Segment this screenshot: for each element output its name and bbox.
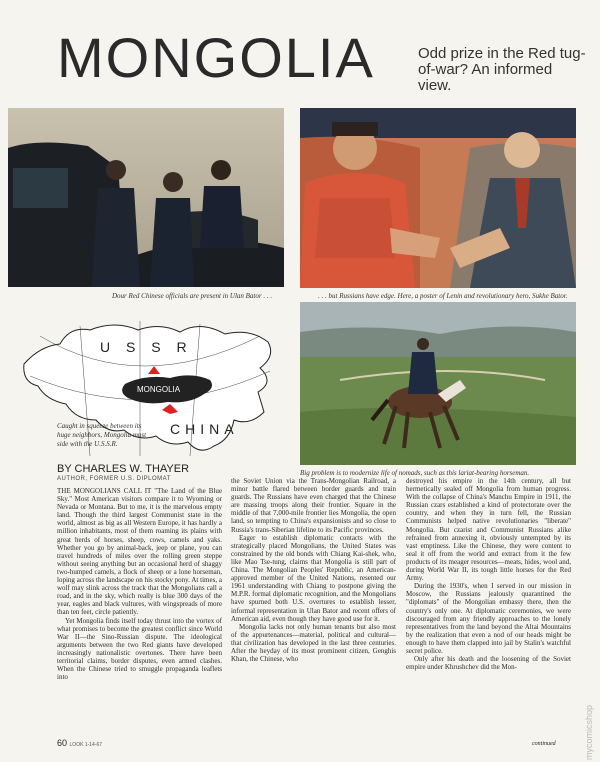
paragraph: the Soviet Union via the Trans-Mongolian Railroad, a minor battle flared between border guards and train guards. The Russians have even charged that the Chinese are massing troops along their frontier. Square in the middle of that 7,000-mile frontier lies Mongolia, the open land, so tempting to China's expansionists and so close to Russia's trans-Siberian lifeline to its Pacific provinces. bbox=[231, 477, 396, 534]
caption-photo-2: . . . but Russians have edge. Here, a poster of Lenin and revolutionary hero, Sukhe Bator. bbox=[318, 292, 568, 300]
paragraph: Only after his death and the loosening of the Soviet empire under Khrushchev did the Mon- bbox=[406, 655, 571, 672]
paragraph: destroyed his empire in the 14th century, all but hermetically sealed off Mongolia from human progress. With the collapse of China's Manchu Empire in 1911, the Russian czars established a kind of protectorate over the country, and when they in turn fell, the Russian Communists helped native revolutionaries "liberate" Mongolia. But czarist and Communist Russians alike refrained from annexing it, obviously untempted by its vast emptiness. Like the Chinese, they were content to seal it off from the world and extract from it the few products of its meager resources—meats, hides, wool and, during World War II, its tough little horses for the Red Army. bbox=[406, 477, 571, 583]
paragraph: Eager to establish diplomatic contacts with the strategically placed Mongolians, the United States was constrained by the old bonds with Chiang Kai-shek, who, like Mao Tse-tung, claims that Mongolia is still part of China. The Mongolian Peoples' Republic, an American-approved member of the United Nations, resented our 1961 understanding with Chiang to postpone giving the M.P.R. formal diplomatic recognition, and the Mongolians have spurned both U.S. overtures to establish lesser, informal representation in Ulan Bator and recent offers of American aid, even though they have good use for it. bbox=[231, 533, 396, 623]
map-label-mongolia: MONGOLIA bbox=[137, 385, 181, 394]
caption-photo-3: Big problem is to modernize life of nomads, such as this lariat-bearing horseman. bbox=[300, 469, 530, 477]
paragraph: During the 1930's, when I served in our mission in Moscow, the Russians jealously quarantined the "diplomats" of the Mongolian embassy there, then the country's only one. At diplomatic ceremonies, we were discouraged from any friendly approaches to the lonely representatives from the land beyond the Altai Mountains by the realization that even a nod of our heads might be enough to have them clapped into jail by Stalin's watchful secret police. bbox=[406, 582, 571, 655]
article-column-2 bbox=[231, 477, 396, 663]
article-column-1 bbox=[57, 487, 222, 681]
caption-map: Caught in squeeze between its huge neighbors, Mongolia must side with the U.S.S.R. bbox=[57, 422, 147, 448]
byline: BY CHARLES W. THAYER bbox=[57, 463, 190, 475]
page-title: MONGOLIA bbox=[57, 26, 375, 89]
tagline: Odd prize in the Red tug-of-war? An informed view. bbox=[418, 45, 586, 94]
page-footer bbox=[57, 738, 102, 748]
issue-label: LOOK 1-14-67 bbox=[69, 742, 103, 748]
photo-chinese-officials bbox=[8, 108, 284, 287]
paragraph: Yet Mongolia finds itself today thrust into the vortex of what promises to become the greatest conflict since World War II—the Sino-Russian dispute. The ideological arguments between the two Red giants have developed increasingly nationalistic overtones. There have been territorial claims, border disputes, even armed clashes. When the Chinese tried to smuggle propaganda leaflets into bbox=[57, 616, 222, 682]
continued-label: continued bbox=[532, 741, 556, 747]
page-number: 60 bbox=[57, 738, 68, 748]
paragraph: Mongolia lacks not only human tenants but also most of the appurtenances—material, political and cultural—that civilization has developed in the last three centuries. After the heyday of its most prominent citizen, Genghis Khan, the Chinese, who bbox=[231, 622, 396, 664]
photo-lenin-poster bbox=[300, 108, 576, 288]
byline-role: AUTHOR, FORMER U.S. DIPLOMAT bbox=[57, 476, 171, 482]
caption-photo-1: Dour Red Chinese officials are present in Ulan Bator . . . bbox=[112, 292, 273, 300]
watermark: mycomicshop bbox=[584, 704, 594, 760]
map-label-china: CHINA bbox=[170, 421, 239, 437]
photo-horseman bbox=[300, 302, 576, 465]
map-label-ussr: U S S R bbox=[100, 339, 193, 355]
article-column-3 bbox=[406, 477, 571, 671]
paragraph: THE MONGOLIANS CALL IT "The Land of the Blue Sky." Most American visitors compare it to Wyoming or Nevada or Montana. But to me, it is the marvelous empty land. Though the third largest Communist state in the world, almost as big as all Western Europe, it has hardly a million inhabitants, most of them roaming its plains with great herds of horses, sheep, cows, camels and yaks. Whether you go by animal-back, jeep or plane, you can travel hundreds of miles over the rolling green steppe without seeing anything but an occasional herd of shaggy two-humped camels, a flock of sheep or a lone horseman, loping across the landscape on his stocky pony. At times, a wolf may slink across the track that the Mongolians call a road, and in the sky, which really is blue 300 days of the year, eagles and black vultures, with wingspreads of more than ten feet, circle patiently. bbox=[57, 487, 222, 617]
